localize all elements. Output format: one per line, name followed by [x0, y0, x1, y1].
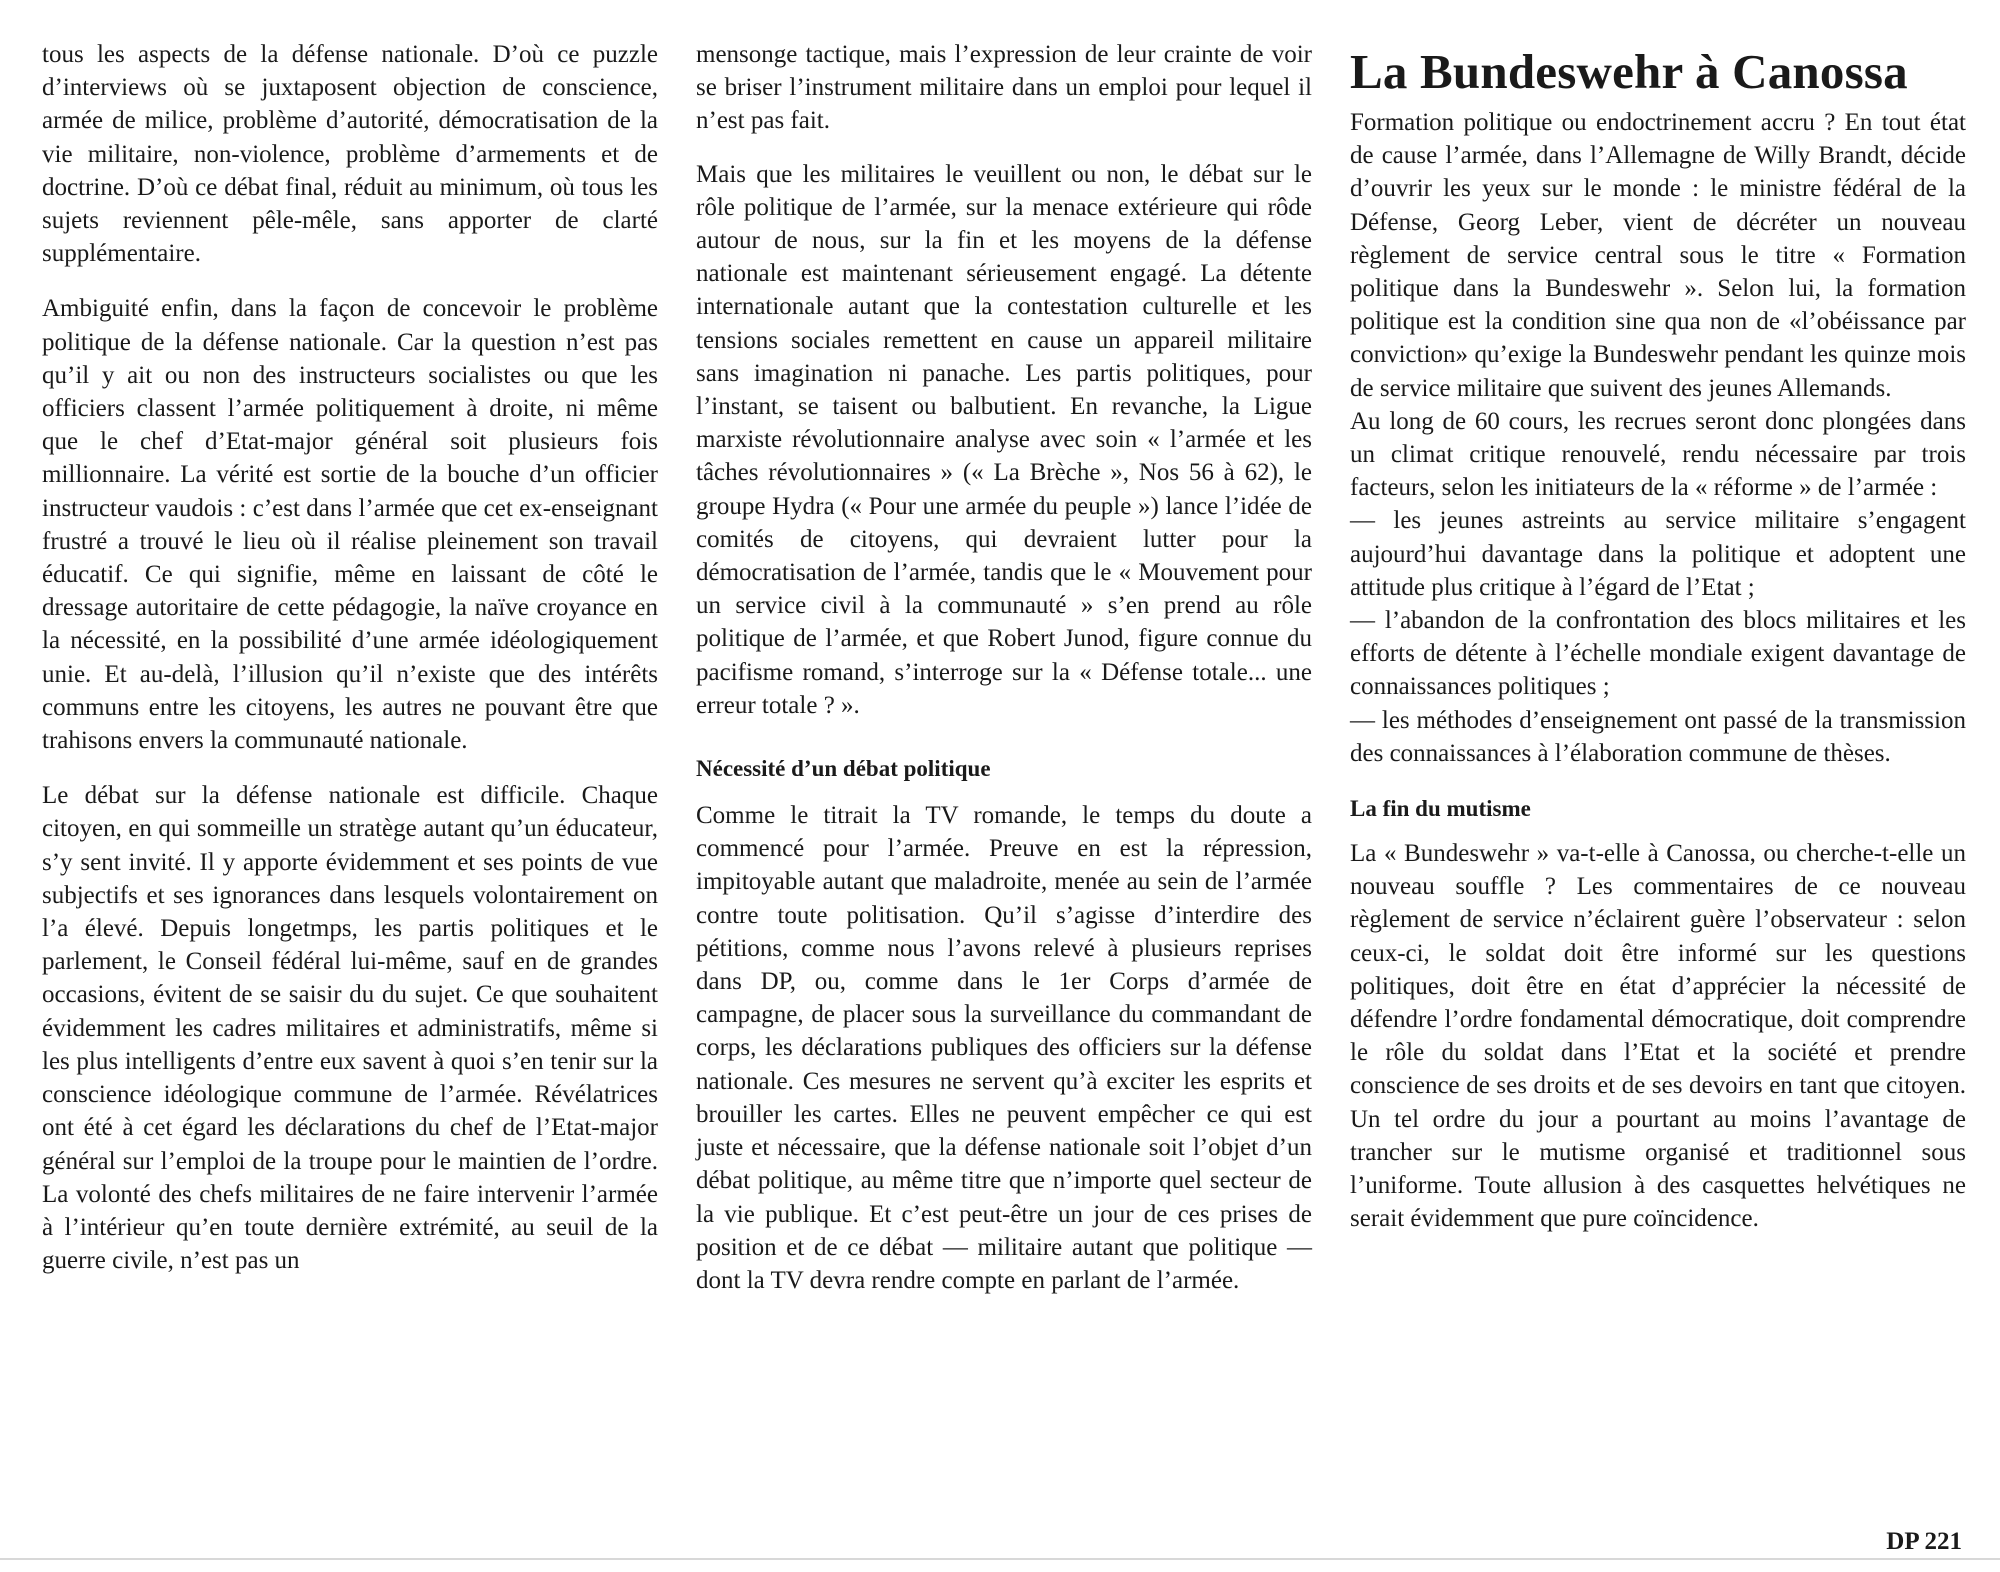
article-paragraph: mensonge tactique, mais l’expression de leur crainte de voir se briser l’instrument militaire dans un emploi pour lequel il n’est pas fait. — [696, 41, 1312, 135]
article-paragraph: Mais que les militaires le veuillent ou non, le débat sur le rôle politique de l’armée, sur la menace extérieure qui rôde autour de nous, sur la fin et les moyens de la défense nationale est maintenant sérieusement engagé. La détente internationale autant que la contestation culturelle et les tensions sociales remettent en cause un appareil militaire sans imagination ni panache. Les partis politiques, pour l’instant, se taisent ou balbutient. En revanche, la Ligue marxiste révolutionnaire analyse avec soin « l’armée et les tâches révolutionnaires » (« La Brèche », Nos 56 à 62), le groupe Hydra (« Pour une armée du peuple ») lance l’idée de comités de citoyens, qui devraient lutter pour la démocratisation de l’armée, tandis que le « Mouvement pour un service civil à la communauté » s’en prend au rôle politique de l’armée, et que Robert Junod, figure connue du pacifisme romand, s’interroge sur la « Défense totale... une erreur totale ? ». — [696, 160, 1312, 719]
column-2 — [696, 38, 1312, 1297]
page-number: DP 221 — [1886, 1528, 1962, 1555]
article-headline: La Bundeswehr à Canossa — [1350, 44, 1908, 99]
section-subheading: Nécessité d’un débat politique — [696, 756, 991, 782]
article-list-item: — les méthodes d’enseignement ont passé de la transmission des connaissances à l’élaboration commune de thèses. — [1350, 706, 1966, 767]
article-paragraph: La « Bundeswehr » va-t-elle à Canossa, ou cherche-t-elle un nouveau souffle ? Les commentaires de ce nouveau règlement de service n’éclairent guère l’observateur : selon ceux-ci, le soldat doit être informé sur les questions politiques, doit être en état d’apprécier la nécessité de défendre l’ordre fondamental démocratique, doit comprendre le rôle du soldat dans l’Etat et la société et prendre conscience de ses droits et de ses devoirs en tant que citoyen. Un tel ordre du jour a pourtant au moins l’avantage de trancher sur le mutisme organisé et traditionnel sous l’uniforme. Toute allusion à des casquettes helvétiques ne serait évidemment que pure coïncidence. — [1350, 840, 1966, 1233]
article-paragraph: Comme le titrait la TV romande, le temps du doute a commencé pour l’armée. Preuve en est la répression, impitoyable autant que maladroite, menée au sein de l’armée contre toute politisation. Qu’il s’agisse d’interdire des pétitions, comme nous l’avons relevé à plusieurs reprises dans DP, ou, comme dans le 1er Corps d’armée de campagne, de placer sous la surveillance du commandant de corps, les déclarations publiques des officiers sur la défense nationale. Ces mesures ne servent qu’à exciter les esprits et brouiller les cartes. Elles ne peuvent empêcher ce qui est juste et nécessaire, que la défense nationale soit l’objet d’un débat politique, au même titre que n’importe quel secteur de la vie publique. Et c’est peut-être un jour de ces prises de position et de ce débat — militaire autant que politique — dont la TV devra rendre compte en parlant de l’armée. — [696, 802, 1312, 1294]
article-paragraph: Ambiguité enfin, dans la façon de concevoir le problème politique de la défense nationale. Car la question n’est pas qu’il y ait ou non des instructeurs socialistes ou que les officiers classent l’armée politiquement à droite, ni même que le chef d’Etat-major général soit plusieurs fois millionnaire. La vérité est sortie de la bouche d’un officier instructeur vaudois : c’est dans l’armée que cet ex-enseignant frustré a trouvé le lieu où il réalise pleinement son travail éducatif. Ce qui signifie, même en laissant de côté le dressage autoritaire de cette pédagogie, la naïve croyance en la nécessité, en la possibilité d’une armée idéologiquement unie. Et au-delà, l’illusion qu’il n’existe que des intérêts communs entre les citoyens, les autres ne pouvant être que trahisons envers la communauté nationale. — [42, 295, 658, 755]
article-paragraph: Le débat sur la défense nationale est difficile. Chaque citoyen, en qui sommeille un stratège autant qu’un éducateur, s’y sent invité. Il y apporte évidemment et ses points de vue subjectifs et ses ignorances dans lesquels volontairement on l’a élevé. Depuis longetmps, les partis politiques et le parlement, le Conseil fédéral lui-même, sauf en de grandes occasions, évitent de se saisir du du sujet. Ce que souhaitent évidemment les cadres militaires et administratifs, même si les plus intelligents d’entre eux savent à quoi s’en tenir sur la conscience idéologique commune de l’armée. Révélatrices ont été à cet égard les déclarations du chef de l’Etat-major général sur l’emploi de la troupe pour le maintien de l’ordre. La volonté des chefs militaires de ne faire intervenir l’armée à l’intérieur qu’en toute dernière extrémité, au seuil de la guerre civile, n’est pas un — [42, 782, 658, 1275]
article-paragraph: tous les aspects de la défense nationale. D’où ce puzzle d’interviews où se juxtaposent objection de conscience, armée de milice, problème d’autorité, démocratisation de la vie militaire, non-violence, problème d’armements et de doctrine. D’où ce débat final, réduit au minimum, où tous les sujets reviennent pêle-mêle, sans apporter de clarté supplémentaire. — [42, 41, 658, 268]
column-3 — [1350, 44, 1966, 1236]
section-subheading: La fin du mutisme — [1350, 796, 1531, 822]
article-list-item: — les jeunes astreints au service militaire s’engagent aujourd’hui davantage dans la politique et adoptent une attitude plus critique à l’égard de l’Etat ; — [1350, 507, 1966, 601]
article-list-item: — l’abandon de la confrontation des blocs militaires et les efforts de détente à l’échelle mondiale exigent davantage de connaissances politiques ; — [1350, 607, 1966, 701]
scan-edge-divider — [0, 1558, 2000, 1560]
article-paragraph: Au long de 60 cours, les recrues seront donc plongées dans un climat critique renouvelé, rendu nécessaire par trois facteurs, selon les initiateurs de la « réforme » de l’armée : — [1350, 407, 1966, 502]
article-paragraph: Formation politique ou endoctrinement accru ? En tout état de cause l’armée, dans l’Allemagne de Willy Brandt, décide d’ouvrir les yeux sur le monde : le ministre fédéral de la Défense, Georg Leber, vient de décréter un nouveau règlement de service central sous le titre « Formation politique dans la Bundeswehr ». Selon lui, la formation politique est la condition sine qua non de «l’obéissance par conviction» qu’exige la Bundeswehr pendant les quinze mois de service militaire que suivent des jeunes Allemands. — [1350, 109, 1966, 402]
column-1 — [42, 38, 658, 1277]
